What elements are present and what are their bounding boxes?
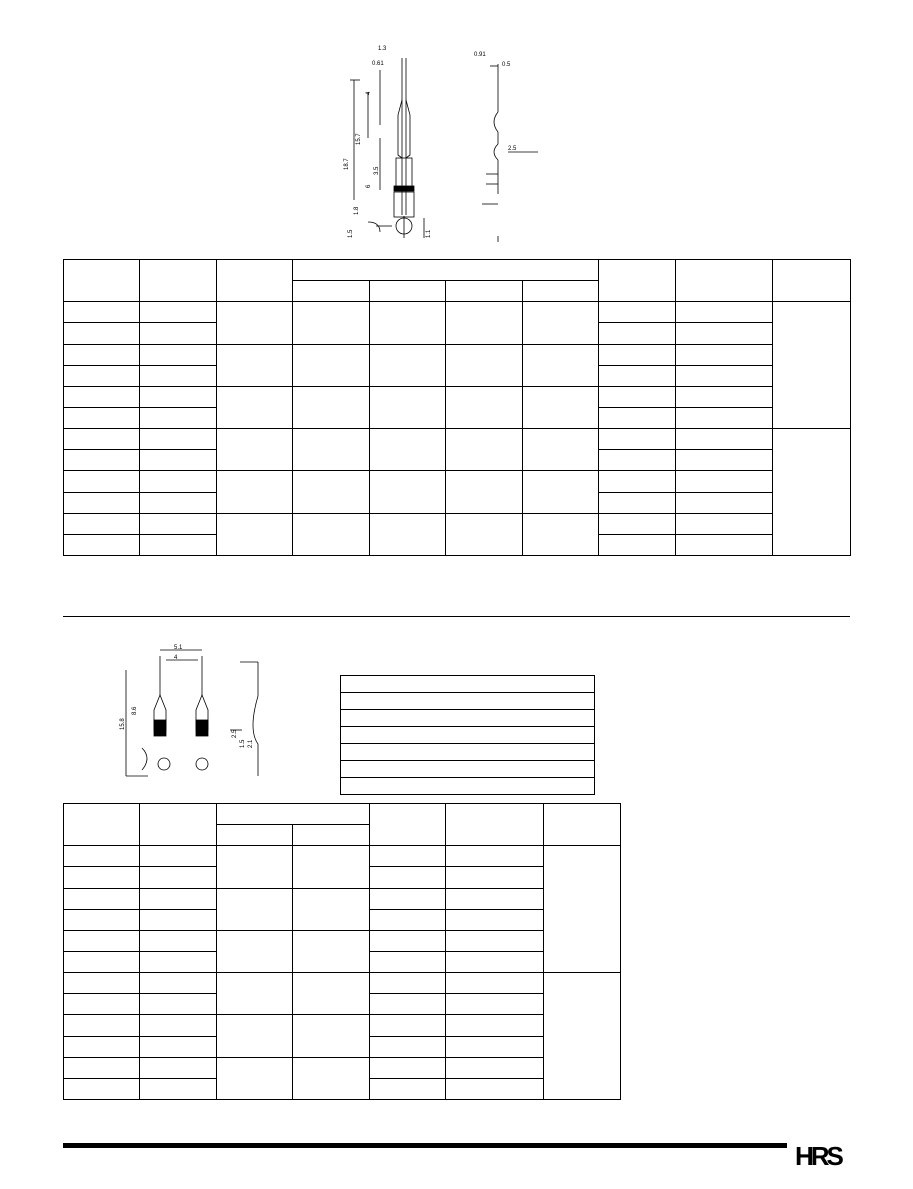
header-cell: [544, 804, 621, 846]
table-row: [341, 676, 595, 693]
dim-label: 1.5: [240, 739, 246, 748]
footer-rule: [63, 1143, 787, 1148]
table-row: [341, 744, 595, 761]
table-row: [64, 471, 851, 492]
dim-label: 0.61: [372, 61, 384, 67]
dim-label: 1.3: [378, 46, 387, 52]
header-cell: [293, 825, 370, 846]
section-divider: [63, 616, 850, 617]
header-cell: [446, 281, 523, 302]
header-cell: [140, 804, 217, 846]
dim-label: 0.91: [474, 52, 486, 58]
dim-label: 2.5: [508, 146, 517, 152]
table-row: [341, 778, 595, 795]
dim-label: 4: [174, 655, 178, 661]
table-row: [341, 693, 595, 710]
bottom-spec-table: [63, 803, 621, 1100]
table-row: [64, 888, 621, 909]
dim-label: 1.8: [354, 206, 360, 215]
table-row: [64, 386, 851, 407]
top-spec-table: [63, 259, 851, 556]
dim-label: 5.1: [174, 645, 183, 651]
dim-label: 2.5: [232, 729, 238, 738]
contact-pair-drawing: [112, 640, 272, 780]
dim-label: 8.6: [132, 706, 138, 715]
small-spec-table: [340, 675, 595, 795]
header-cell: [217, 804, 370, 825]
header-cell: [217, 825, 293, 846]
dim-label: 2.1: [248, 739, 254, 748]
contact-drawing-front: [468, 44, 578, 244]
table-row: [64, 1015, 621, 1036]
dim-label: 15.7: [356, 133, 362, 145]
header-cell: [293, 281, 370, 302]
dim-label: 1.1: [426, 229, 432, 238]
dim-label: 15.8: [120, 718, 126, 730]
table-row: [64, 429, 851, 450]
header-cell: [370, 804, 446, 846]
dim-label: 4: [366, 91, 372, 95]
brand-logo: HRS: [795, 1141, 841, 1171]
table-row: [341, 710, 595, 727]
dim-label: 6: [366, 184, 372, 188]
table-row: [341, 761, 595, 778]
header-cell: [140, 260, 217, 302]
header-cell: [217, 260, 293, 302]
table-row: [64, 973, 621, 994]
dim-label: 1.5: [348, 229, 354, 238]
table-row: [64, 513, 851, 534]
header-cell: [64, 260, 140, 302]
dim-label: 0.5: [502, 62, 511, 68]
dim-label: 18.7: [344, 158, 350, 170]
header-cell: [446, 804, 544, 846]
table-row: [64, 846, 621, 867]
header-cell: [773, 260, 851, 302]
header-cell: [370, 281, 446, 302]
header-cell: [64, 804, 140, 846]
contact-drawing-side: [340, 40, 430, 245]
header-cell: [676, 260, 773, 302]
header-cell: [523, 281, 599, 302]
table-row: [64, 1057, 621, 1078]
table-row: [64, 930, 621, 951]
table-row: [341, 727, 595, 744]
header-cell: [599, 260, 676, 302]
dim-label: 3.5: [374, 166, 380, 175]
table-row: [64, 344, 851, 365]
header-cell: [293, 260, 599, 281]
table-row: [64, 302, 851, 323]
